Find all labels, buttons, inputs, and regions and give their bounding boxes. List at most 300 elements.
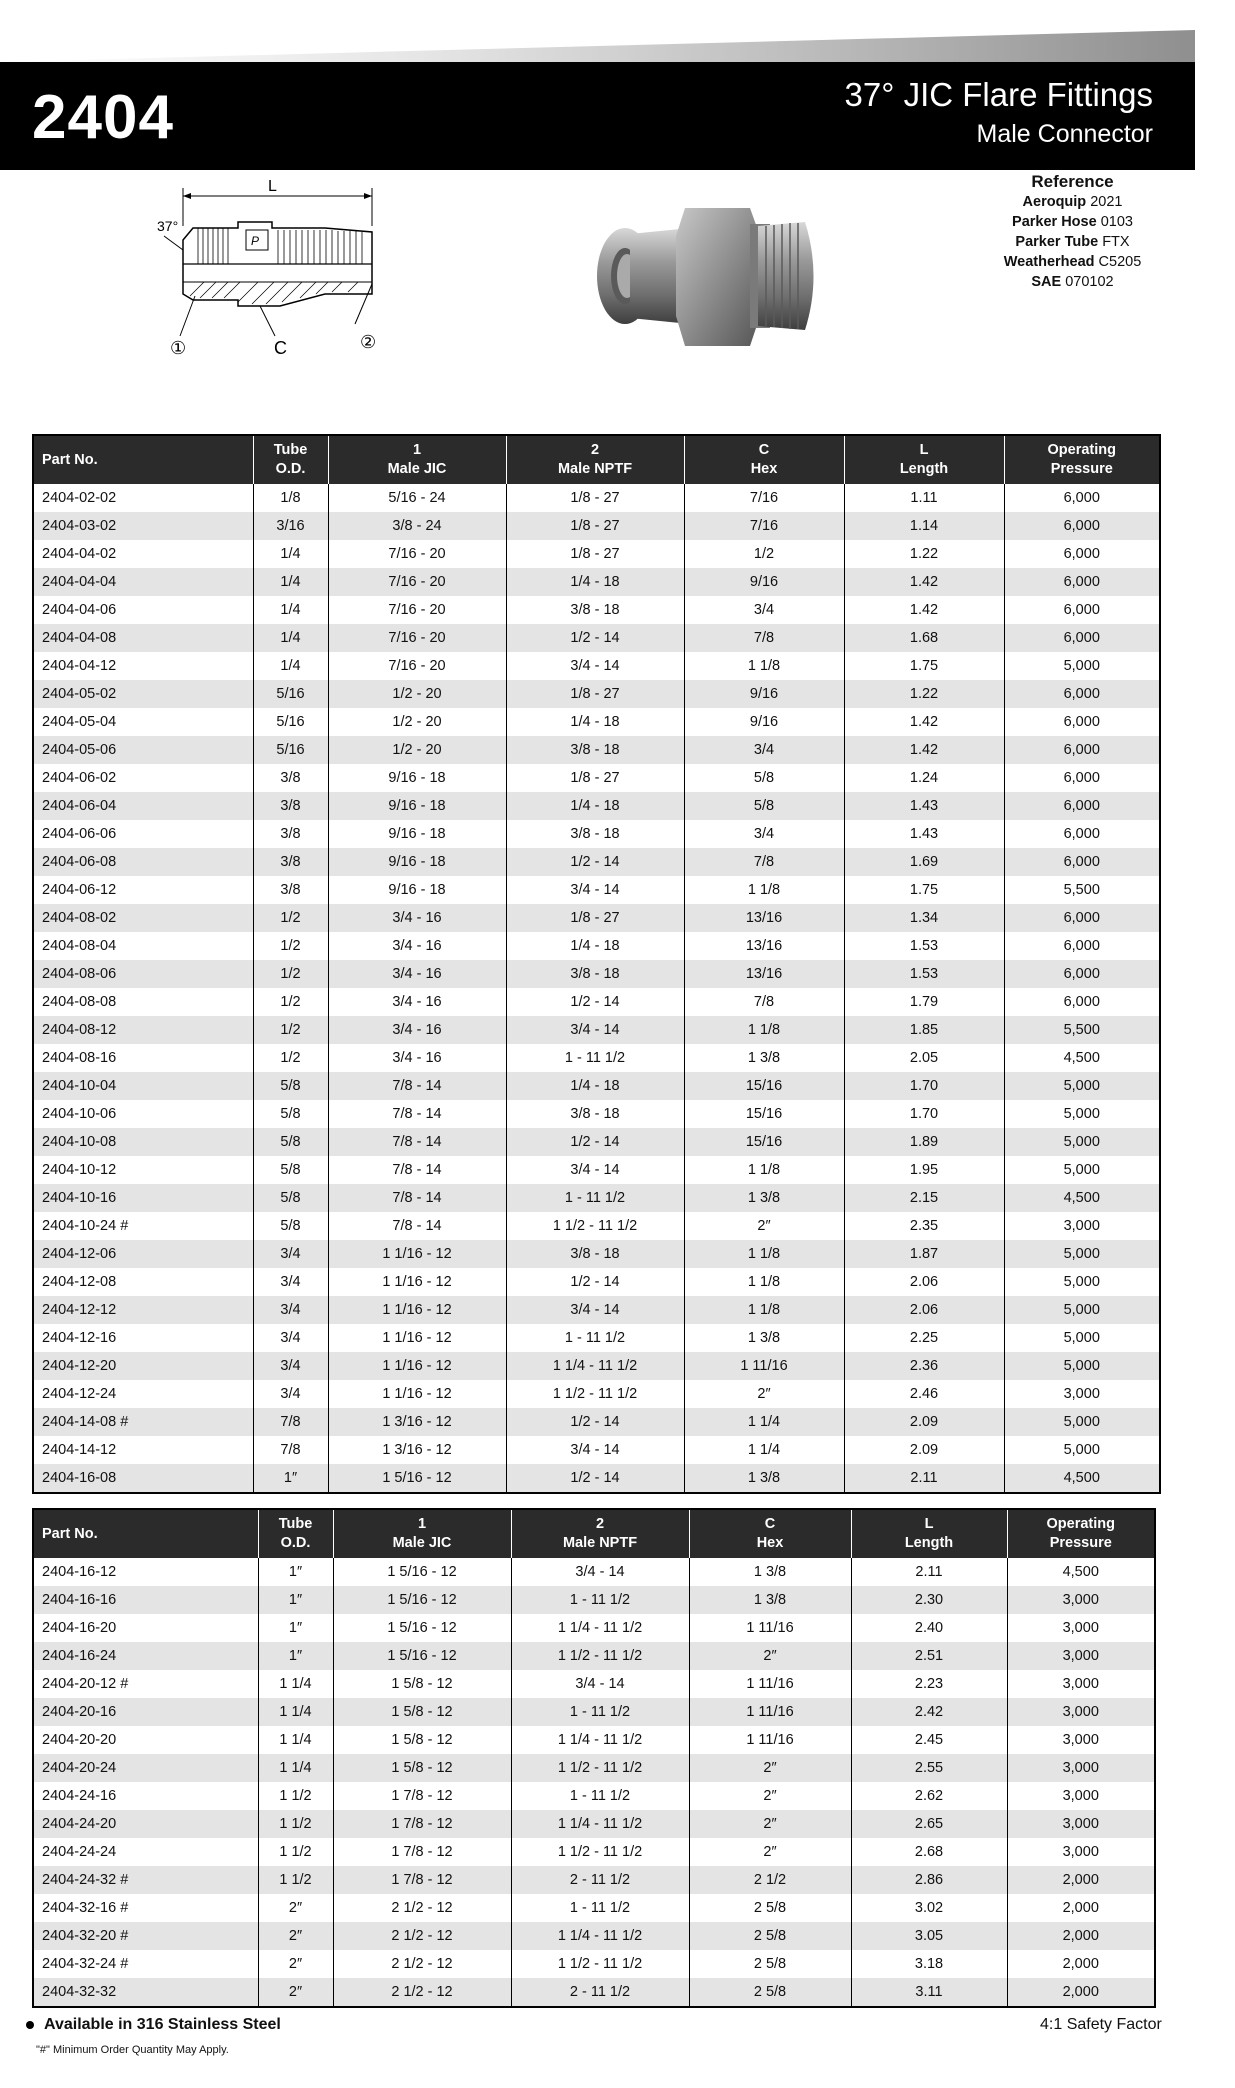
table-cell: 2404-04-02 — [33, 540, 253, 568]
reference-item: Parker Tube FTX — [1015, 234, 1130, 250]
table-cell: 6,000 — [1004, 680, 1160, 708]
table-row — [33, 876, 1160, 904]
table-cell: 2.35 — [844, 1212, 1004, 1240]
table-cell: 1/4 - 18 — [506, 792, 684, 820]
table-cell: 1 1/16 - 12 — [328, 1240, 506, 1268]
table-cell: 9/16 - 18 — [328, 820, 506, 848]
table-cell: 6,000 — [1004, 848, 1160, 876]
fitting-dimension-diagram — [150, 174, 390, 378]
table-row — [33, 764, 1160, 792]
table-cell: 2404-08-06 — [33, 960, 253, 988]
table-cell: 2404-16-16 — [33, 1586, 258, 1614]
table-cell: 2404-12-08 — [33, 1268, 253, 1296]
table-cell: 2,000 — [1062, 1900, 1099, 1916]
table-cell: 6,000 — [1004, 512, 1160, 540]
table-cell: 1 5/16 - 12 — [333, 1642, 511, 1670]
reference-block — [990, 172, 1155, 292]
table-cell: 1/2 - 20 — [328, 736, 506, 764]
table-cell: 2404-04-12 — [33, 652, 253, 680]
table-cell: 1/2 - 14 — [506, 1408, 684, 1436]
table-cell: 3/4 — [253, 1352, 328, 1380]
table-row — [33, 932, 1160, 960]
table-row — [33, 1894, 1155, 1922]
table-cell: 2404-12-16 — [33, 1324, 253, 1352]
table-cell: 2404-10-04 — [33, 1072, 253, 1100]
table-cell: 3/4 — [253, 1268, 328, 1296]
table-cell: 7/8 - 14 — [328, 1184, 506, 1212]
table-cell: 1/2 - 20 — [328, 708, 506, 736]
table-row — [33, 1978, 1155, 2007]
col-header-hex: C Hex — [684, 435, 844, 484]
table-row — [33, 512, 1160, 540]
table-row — [33, 1810, 1155, 1838]
table-cell: 3.02 — [851, 1894, 1007, 1922]
table-cell: 5,000 — [1004, 1296, 1160, 1324]
table-cell: 2″ — [689, 1782, 851, 1810]
table-cell: 2 1/2 - 12 — [333, 1950, 511, 1978]
table-cell: 2 5/8 — [689, 1894, 851, 1922]
table-cell: 1.87 — [844, 1240, 1004, 1268]
table-cell: 1/2 - 14 — [506, 988, 684, 1016]
table-cell: 6,000 — [1063, 826, 1100, 842]
table-cell: 2.09 — [844, 1436, 1004, 1464]
table-cell: 2404-24-32 # — [33, 1866, 258, 1894]
table-cell: 3,000 — [1007, 1642, 1155, 1670]
table-header-row — [33, 435, 1160, 484]
table-cell: 13/16 — [684, 932, 844, 960]
table-cell: 3,000 — [1007, 1586, 1155, 1614]
brand-logo-mark: P — [251, 234, 260, 248]
table-row — [33, 1240, 1160, 1268]
table-cell: 1/2 — [253, 932, 328, 960]
table-row — [33, 904, 1160, 932]
table-cell: 1 3/8 — [689, 1586, 851, 1614]
table-cell: 5/8 — [253, 1100, 328, 1128]
table-row — [33, 624, 1160, 652]
table-cell: 1 11/16 — [689, 1614, 851, 1642]
spec-table-2 — [32, 1508, 1156, 2008]
table-row — [33, 484, 1160, 512]
table-cell: 2404-08-12 — [33, 1016, 253, 1044]
table-row — [33, 1558, 1155, 1586]
table-cell: 1.89 — [844, 1128, 1004, 1156]
page-subtitle: Male Connector — [976, 120, 1153, 148]
col-header-male-jic: 1 Male JIC — [328, 435, 506, 484]
table-cell: 3/4 - 16 — [328, 1016, 506, 1044]
table-cell: 3.05 — [851, 1922, 1007, 1950]
table-cell: 3/4 - 14 — [511, 1670, 689, 1698]
table-cell: 5,000 — [1004, 1128, 1160, 1156]
table-cell: 9/16 - 18 — [328, 876, 506, 904]
table-cell: 1 1/8 — [684, 652, 844, 680]
table-cell: 1.79 — [844, 988, 1004, 1016]
table-cell: 1 1/16 - 12 — [328, 1352, 506, 1380]
table-cell: 5,500 — [1004, 1016, 1160, 1044]
table-cell: 1.85 — [844, 1016, 1004, 1044]
table-cell: 2.05 — [844, 1044, 1004, 1072]
table-cell: 6,000 — [1004, 960, 1160, 988]
table-cell: 3,000 — [1062, 1676, 1099, 1692]
table-row — [33, 1642, 1155, 1670]
table-cell: 1 3/16 - 12 — [328, 1436, 506, 1464]
table-cell: 1 11/16 — [689, 1698, 851, 1726]
table-cell: 1 - 11 1/2 — [511, 1586, 689, 1614]
table-cell: 3.11 — [851, 1978, 1007, 2007]
col-header-part-no: Part No. — [33, 1509, 258, 1558]
table-cell: 2,000 — [1007, 1866, 1155, 1894]
table-cell: 4,500 — [1004, 1184, 1160, 1212]
table-cell: 3,000 — [1062, 1732, 1099, 1748]
table-cell: 1.22 — [844, 680, 1004, 708]
table-cell: 1 5/8 - 12 — [333, 1698, 511, 1726]
table-cell: 5/16 — [253, 736, 328, 764]
table-cell: 1.42 — [844, 736, 1004, 764]
table-cell: 1/2 - 14 — [506, 1128, 684, 1156]
table-cell: 1 1/4 — [258, 1698, 333, 1726]
table-cell: 1.11 — [844, 484, 1004, 512]
table-cell: 2″ — [684, 1212, 844, 1240]
table-cell: 5/8 — [253, 1072, 328, 1100]
col-header-part-no: Part No. — [33, 435, 253, 484]
table-cell: 2404-32-16 # — [33, 1894, 258, 1922]
table-cell: 2404-20-24 — [33, 1754, 258, 1782]
table-cell: 1 1/8 — [684, 1016, 844, 1044]
table-cell: 1 1/16 - 12 — [328, 1324, 506, 1352]
table-row — [33, 988, 1160, 1016]
table-cell: 9/16 - 18 — [328, 848, 506, 876]
table-cell: 3/4 - 14 — [511, 1558, 689, 1586]
table-row — [33, 1408, 1160, 1436]
table-cell: 7/16 - 20 — [328, 596, 506, 624]
table-cell: 2404-16-24 — [33, 1642, 258, 1670]
table-row — [33, 1352, 1160, 1380]
table-cell: 2404-06-02 — [33, 764, 253, 792]
table-cell: 1/8 - 27 — [506, 680, 684, 708]
table-cell: 5,500 — [1063, 882, 1100, 898]
table-row — [33, 848, 1160, 876]
table-cell: 3,000 — [1062, 1788, 1099, 1804]
table-cell: 1 11/16 — [689, 1670, 851, 1698]
table-cell: 3,000 — [1007, 1754, 1155, 1782]
table-cell: 5/8 — [253, 1184, 328, 1212]
table-cell: 2404-24-16 — [33, 1782, 258, 1810]
table-row — [33, 1866, 1155, 1894]
table-cell: 1.53 — [844, 960, 1004, 988]
table-cell: 2404-06-04 — [33, 792, 253, 820]
table-cell: 1 - 11 1/2 — [506, 1184, 684, 1212]
table-cell: 5,000 — [1063, 1106, 1100, 1122]
col-header-male-nptf: 2 Male NPTF — [506, 435, 684, 484]
table-cell: 3/4 — [253, 1380, 328, 1408]
table-row — [33, 1698, 1155, 1726]
table-cell: 2.46 — [844, 1380, 1004, 1408]
table-cell: 1/2 - 14 — [506, 624, 684, 652]
table-row — [33, 568, 1160, 596]
table-cell: 5/16 — [253, 680, 328, 708]
table-cell: 1/2 — [253, 988, 328, 1016]
table-cell: 7/8 - 14 — [328, 1072, 506, 1100]
reference-title: Reference — [1031, 172, 1114, 191]
table-cell: 2 5/8 — [689, 1950, 851, 1978]
table-cell: 1 1/8 — [684, 1156, 844, 1184]
table-cell: 6,000 — [1063, 714, 1100, 730]
spec-table-1 — [32, 434, 1161, 1494]
table-cell: 2404-08-08 — [33, 988, 253, 1016]
fitting-product-photo — [590, 196, 830, 356]
table-cell: 1 7/8 - 12 — [333, 1810, 511, 1838]
table-cell: 7/16 - 20 — [328, 568, 506, 596]
table-cell: 1.42 — [844, 596, 1004, 624]
table-cell: 2.55 — [851, 1754, 1007, 1782]
table-cell: 2404-12-06 — [33, 1240, 253, 1268]
table-cell: 15/16 — [684, 1072, 844, 1100]
table-cell: 1 - 11 1/2 — [506, 1324, 684, 1352]
table-cell: 1 3/8 — [689, 1558, 851, 1586]
col-header-hex: C Hex — [689, 1509, 851, 1558]
table-cell: 1/8 - 27 — [506, 540, 684, 568]
table-cell: 2.23 — [851, 1670, 1007, 1698]
table-cell: 2404-04-06 — [33, 596, 253, 624]
table-cell: 3,000 — [1063, 1218, 1100, 1234]
table-cell: 1 1/8 — [684, 876, 844, 904]
table-cell: 1 11/16 — [689, 1726, 851, 1754]
table-cell: 1″ — [258, 1558, 333, 1586]
table-cell: 1 3/8 — [684, 1044, 844, 1072]
table-cell: 1 1/8 — [684, 1240, 844, 1268]
table-cell: 6,000 — [1063, 770, 1100, 786]
table-cell: 2.06 — [844, 1296, 1004, 1324]
table-cell: 2″ — [684, 1380, 844, 1408]
port-2-marker: ② — [360, 332, 377, 353]
table-cell: 2.45 — [851, 1726, 1007, 1754]
table-cell: 1 5/16 - 12 — [333, 1558, 511, 1586]
col-header-tube-od: Tube O.D. — [258, 1509, 333, 1558]
table-cell: 9/16 - 18 — [328, 792, 506, 820]
table-cell: 3,000 — [1007, 1810, 1155, 1838]
table-cell: 1/2 — [253, 904, 328, 932]
table-cell: 3,000 — [1007, 1698, 1155, 1726]
table-cell: 6,000 — [1004, 624, 1160, 652]
table-cell: 1 1/2 — [258, 1866, 333, 1894]
table-cell: 1 - 11 1/2 — [511, 1782, 689, 1810]
table-cell: 1/4 — [253, 624, 328, 652]
table-cell: 3,000 — [1063, 1386, 1100, 1402]
table-cell: 4,500 — [1004, 1464, 1160, 1493]
table-cell: 1″ — [258, 1642, 333, 1670]
table-cell: 3/4 - 14 — [506, 1016, 684, 1044]
col-header-male-nptf: 2 Male NPTF — [511, 1509, 689, 1558]
table-row — [33, 1128, 1160, 1156]
table-cell: 1 5/16 - 12 — [333, 1586, 511, 1614]
table-cell: 2404-16-20 — [33, 1614, 258, 1642]
page-title: 37° JIC Flare Fittings — [844, 76, 1153, 113]
table-cell: 1.42 — [844, 568, 1004, 596]
table-cell: 9/16 — [684, 680, 844, 708]
table-cell: 1″ — [258, 1614, 333, 1642]
col-header-length: L Length — [844, 435, 1004, 484]
table-cell: 4,500 — [1062, 1564, 1099, 1580]
table-cell: 1 1/4 — [684, 1436, 844, 1464]
table-cell: 1 3/8 — [684, 1324, 844, 1352]
table-cell: 1.95 — [844, 1156, 1004, 1184]
table-cell: 1 1/2 - 11 1/2 — [511, 1950, 689, 1978]
table-cell: 1 1/4 — [258, 1754, 333, 1782]
table-cell: 13/16 — [684, 904, 844, 932]
table-cell: 2404-12-20 — [33, 1352, 253, 1380]
table-cell: 2404-20-12 # — [33, 1670, 258, 1698]
table-cell: 3.18 — [851, 1950, 1007, 1978]
table-cell: 6,000 — [1004, 904, 1160, 932]
table-cell: 1 - 11 1/2 — [511, 1894, 689, 1922]
table-cell: 2404-10-16 — [33, 1184, 253, 1212]
table-cell: 3,000 — [1062, 1620, 1099, 1636]
table-cell: 2404-04-04 — [33, 568, 253, 596]
table-cell: 3,000 — [1062, 1844, 1099, 1860]
col-header-pressure: Operating Pressure — [1007, 1509, 1155, 1558]
table-cell: 1/4 - 18 — [506, 1072, 684, 1100]
table-cell: 1.69 — [844, 848, 1004, 876]
table-cell: 2404-08-02 — [33, 904, 253, 932]
table-cell: 1.43 — [844, 820, 1004, 848]
table-cell: 2404-32-24 # — [33, 1950, 258, 1978]
table-cell: 2404-20-20 — [33, 1726, 258, 1754]
table-cell: 7/8 - 14 — [328, 1128, 506, 1156]
table-cell: 2,000 — [1062, 1956, 1099, 1972]
table-cell: 2″ — [689, 1754, 851, 1782]
table-cell: 1.42 — [844, 708, 1004, 736]
table-cell: 2″ — [258, 1978, 333, 2007]
table-cell: 7/8 — [684, 848, 844, 876]
table-cell: 5/8 — [253, 1128, 328, 1156]
table-cell: 5,000 — [1063, 658, 1100, 674]
table-cell: 5/8 — [684, 792, 844, 820]
table-row — [33, 1782, 1155, 1810]
bullet-icon — [26, 2021, 34, 2029]
table-cell: 3/4 — [253, 1324, 328, 1352]
table-row — [33, 1754, 1155, 1782]
table-row — [33, 652, 1160, 680]
safety-factor-note: 4:1 Safety Factor — [1040, 2016, 1162, 2033]
table-cell: 2.40 — [851, 1614, 1007, 1642]
table-cell: 2404-08-16 — [33, 1044, 253, 1072]
table-cell: 15/16 — [684, 1128, 844, 1156]
table-cell: 3/8 — [253, 876, 328, 904]
table-cell: 1.68 — [844, 624, 1004, 652]
reference-item: SAE 070102 — [1031, 274, 1114, 290]
table-cell: 2404-06-12 — [33, 876, 253, 904]
table-cell: 3/8 — [253, 764, 328, 792]
table-cell: 1 1/4 - 11 1/2 — [511, 1922, 689, 1950]
table-cell: 3/8 - 18 — [506, 1100, 684, 1128]
table-cell: 1 - 11 1/2 — [506, 1044, 684, 1072]
table-cell: 7/8 - 14 — [328, 1156, 506, 1184]
table-cell: 1 3/8 — [684, 1184, 844, 1212]
table-cell: 3/4 - 14 — [506, 1156, 684, 1184]
table-cell: 1/2 - 14 — [506, 848, 684, 876]
table-cell: 2.11 — [851, 1558, 1007, 1586]
table-cell: 5/8 — [253, 1212, 328, 1240]
table-cell: 2404-06-06 — [33, 820, 253, 848]
table-row — [33, 1838, 1155, 1866]
table-cell: 7/8 — [684, 624, 844, 652]
table-cell: 2 1/2 - 12 — [333, 1922, 511, 1950]
table-cell: 2.06 — [844, 1268, 1004, 1296]
table-cell: 2.09 — [844, 1408, 1004, 1436]
table-cell: 2404-08-04 — [33, 932, 253, 960]
col-header-male-jic: 1 Male JIC — [333, 1509, 511, 1558]
reference-item: Weatherhead C5205 — [1003, 254, 1142, 270]
table-cell: 1 1/2 - 11 1/2 — [511, 1754, 689, 1782]
table-cell: 7/16 — [684, 512, 844, 540]
reference-item: Parker Hose 0103 — [1012, 214, 1133, 230]
table-cell: 15/16 — [684, 1100, 844, 1128]
table-cell: 3/4 — [684, 596, 844, 624]
table-cell: 3/16 — [253, 512, 328, 540]
table-cell: 3/4 - 14 — [506, 876, 684, 904]
table-cell: 2.25 — [844, 1324, 1004, 1352]
table-cell: 5,000 — [1004, 1352, 1160, 1380]
table-cell: 2 5/8 — [689, 1978, 851, 2007]
table-cell: 5/16 - 24 — [328, 484, 506, 512]
table-cell: 1″ — [253, 1464, 328, 1493]
table-cell: 1 1/4 — [258, 1726, 333, 1754]
table-cell: 1 1/2 - 11 1/2 — [511, 1642, 689, 1670]
table-cell: 1/4 — [253, 652, 328, 680]
table-row — [33, 1922, 1155, 1950]
stainless-note: Available in 316 Stainless Steel — [26, 2016, 281, 2034]
table-cell: 1.14 — [844, 512, 1004, 540]
table-cell: 3/8 - 24 — [328, 512, 506, 540]
table-cell: 5/8 — [253, 1156, 328, 1184]
table-cell: 1 3/16 - 12 — [328, 1408, 506, 1436]
table-cell: 3/4 - 14 — [506, 652, 684, 680]
table-cell: 2404-32-20 # — [33, 1922, 258, 1950]
table-cell: 1 5/8 - 12 — [333, 1754, 511, 1782]
table-cell: 6,000 — [1063, 994, 1100, 1010]
table-row — [33, 1614, 1155, 1642]
table-cell: 1/2 — [684, 540, 844, 568]
table-cell: 6,000 — [1063, 490, 1100, 506]
minimum-order-note: "#" Minimum Order Quantity May Apply. — [36, 2044, 229, 2056]
table-row — [33, 1586, 1155, 1614]
table-cell: 4,500 — [1063, 1050, 1100, 1066]
page-header — [0, 62, 1195, 170]
table-cell: 7/8 — [253, 1408, 328, 1436]
table-cell: 1/4 - 18 — [506, 568, 684, 596]
table-cell: 1 1/4 — [684, 1408, 844, 1436]
table-cell: 1/8 — [253, 484, 328, 512]
table-cell: 2404-03-02 — [33, 512, 253, 540]
table-cell: 5,000 — [1063, 1442, 1100, 1458]
table-cell: 6,000 — [1063, 602, 1100, 618]
table-cell: 1/8 - 27 — [506, 484, 684, 512]
table-cell: 3/4 - 16 — [328, 932, 506, 960]
table-cell: 1/8 - 27 — [506, 512, 684, 540]
table-cell: 1.70 — [844, 1072, 1004, 1100]
table-cell: 1 5/8 - 12 — [333, 1670, 511, 1698]
table-cell: 3/4 — [253, 1296, 328, 1324]
table-row — [33, 680, 1160, 708]
table-cell: 6,000 — [1063, 546, 1100, 562]
page-part-number: 2404 — [32, 83, 174, 152]
table-cell: 7/16 - 20 — [328, 652, 506, 680]
table-cell: 3/8 — [253, 820, 328, 848]
table-cell: 9/16 - 18 — [328, 764, 506, 792]
table-cell: 3/4 — [684, 820, 844, 848]
table-cell: 1.70 — [844, 1100, 1004, 1128]
table-cell: 1.34 — [844, 904, 1004, 932]
table-cell: 5,000 — [1063, 1162, 1100, 1178]
